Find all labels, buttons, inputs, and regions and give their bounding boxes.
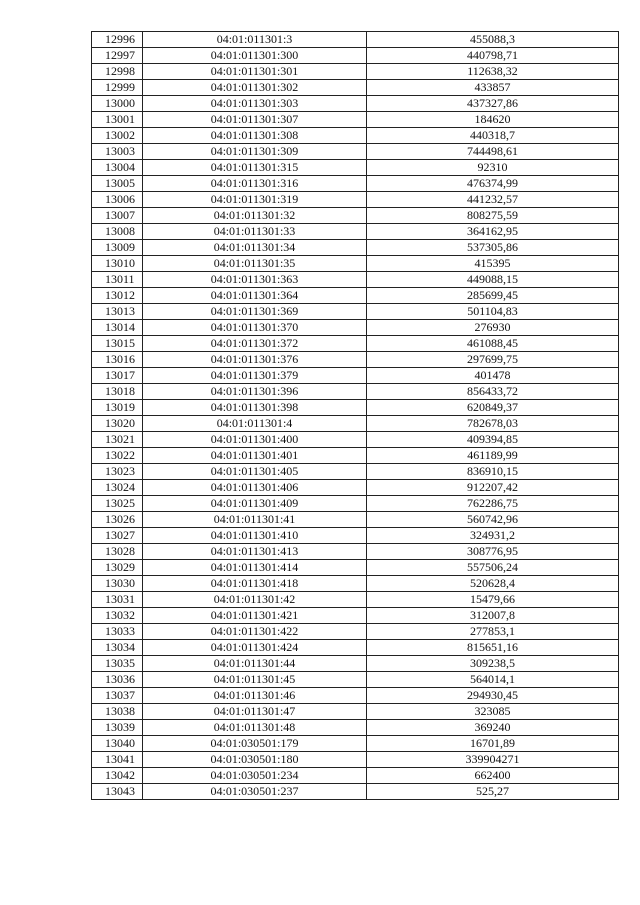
value-cell: 437327,86	[367, 96, 619, 112]
value-cell: 112638,32	[367, 64, 619, 80]
row-number-cell: 13028	[92, 544, 143, 560]
cadastral-number-cell: 04:01:011301:409	[143, 496, 367, 512]
value-cell: 339904271	[367, 752, 619, 768]
cadastral-number-cell: 04:01:011301:372	[143, 336, 367, 352]
table-row	[92, 464, 619, 480]
value-cell: 782678,03	[367, 416, 619, 432]
table-row	[92, 128, 619, 144]
cadastral-number-cell: 04:01:011301:370	[143, 320, 367, 336]
value-cell: 461189,99	[367, 448, 619, 464]
cadastral-number-cell: 04:01:011301:45	[143, 672, 367, 688]
cadastral-number-cell: 04:01:011301:396	[143, 384, 367, 400]
value-cell: 409394,85	[367, 432, 619, 448]
cadastral-number-cell: 04:01:030501:179	[143, 736, 367, 752]
value-cell: 401478	[367, 368, 619, 384]
row-number-cell: 13009	[92, 240, 143, 256]
row-number-cell: 13002	[92, 128, 143, 144]
cadastral-number-cell: 04:01:011301:32	[143, 208, 367, 224]
cadastral-number-cell: 04:01:011301:376	[143, 352, 367, 368]
value-cell: 808275,59	[367, 208, 619, 224]
cadastral-number-cell: 04:01:011301:3	[143, 32, 367, 48]
cadastral-number-cell: 04:01:011301:46	[143, 688, 367, 704]
value-cell: 433857	[367, 80, 619, 96]
table-row	[92, 592, 619, 608]
cadastral-value-table	[91, 31, 619, 800]
row-number-cell: 12997	[92, 48, 143, 64]
value-cell: 815651,16	[367, 640, 619, 656]
row-number-cell: 13006	[92, 192, 143, 208]
table-row	[92, 144, 619, 160]
table-row	[92, 80, 619, 96]
value-cell: 440798,71	[367, 48, 619, 64]
cadastral-number-cell: 04:01:011301:422	[143, 624, 367, 640]
table-row	[92, 368, 619, 384]
value-cell: 662400	[367, 768, 619, 784]
value-cell: 557506,24	[367, 560, 619, 576]
table-row	[92, 528, 619, 544]
cadastral-number-cell: 04:01:011301:302	[143, 80, 367, 96]
table-row	[92, 432, 619, 448]
table-row	[92, 448, 619, 464]
table-row	[92, 48, 619, 64]
cadastral-number-cell: 04:01:011301:369	[143, 304, 367, 320]
cadastral-number-cell: 04:01:030501:237	[143, 784, 367, 800]
table-row	[92, 176, 619, 192]
row-number-cell: 13020	[92, 416, 143, 432]
table-row	[92, 112, 619, 128]
row-number-cell: 13010	[92, 256, 143, 272]
row-number-cell: 13018	[92, 384, 143, 400]
row-number-cell: 13023	[92, 464, 143, 480]
row-number-cell: 13011	[92, 272, 143, 288]
value-cell: 762286,75	[367, 496, 619, 512]
cadastral-number-cell: 04:01:011301:405	[143, 464, 367, 480]
value-cell: 308776,95	[367, 544, 619, 560]
table-row	[92, 608, 619, 624]
table-row	[92, 224, 619, 240]
row-number-cell: 13026	[92, 512, 143, 528]
table-row	[92, 768, 619, 784]
cadastral-number-cell: 04:01:011301:413	[143, 544, 367, 560]
cadastral-number-cell: 04:01:011301:307	[143, 112, 367, 128]
value-cell: 476374,99	[367, 176, 619, 192]
row-number-cell: 12996	[92, 32, 143, 48]
row-number-cell: 13024	[92, 480, 143, 496]
value-cell: 744498,61	[367, 144, 619, 160]
row-number-cell: 13027	[92, 528, 143, 544]
value-cell: 836910,15	[367, 464, 619, 480]
table-row	[92, 496, 619, 512]
value-cell: 856433,72	[367, 384, 619, 400]
value-cell: 520628,4	[367, 576, 619, 592]
table-row	[92, 784, 619, 800]
table-row	[92, 688, 619, 704]
value-cell: 277853,1	[367, 624, 619, 640]
value-cell: 324931,2	[367, 528, 619, 544]
cadastral-number-cell: 04:01:011301:364	[143, 288, 367, 304]
value-cell: 449088,15	[367, 272, 619, 288]
value-cell: 276930	[367, 320, 619, 336]
table-row	[92, 560, 619, 576]
cadastral-number-cell: 04:01:011301:418	[143, 576, 367, 592]
cadastral-number-cell: 04:01:011301:34	[143, 240, 367, 256]
row-number-cell: 13022	[92, 448, 143, 464]
value-cell: 312007,8	[367, 608, 619, 624]
cadastral-number-cell: 04:01:011301:308	[143, 128, 367, 144]
table-row	[92, 416, 619, 432]
table-row	[92, 272, 619, 288]
value-cell: 440318,7	[367, 128, 619, 144]
row-number-cell: 12999	[92, 80, 143, 96]
row-number-cell: 13037	[92, 688, 143, 704]
cadastral-number-cell: 04:01:011301:47	[143, 704, 367, 720]
table-row	[92, 736, 619, 752]
cadastral-number-cell: 04:01:011301:410	[143, 528, 367, 544]
table-row	[92, 320, 619, 336]
value-cell: 364162,95	[367, 224, 619, 240]
table-row	[92, 480, 619, 496]
row-number-cell: 13040	[92, 736, 143, 752]
cadastral-number-cell: 04:01:011301:379	[143, 368, 367, 384]
row-number-cell: 13030	[92, 576, 143, 592]
table-row	[92, 720, 619, 736]
value-cell: 912207,42	[367, 480, 619, 496]
row-number-cell: 13000	[92, 96, 143, 112]
row-number-cell: 13014	[92, 320, 143, 336]
row-number-cell: 13043	[92, 784, 143, 800]
cadastral-number-cell: 04:01:011301:401	[143, 448, 367, 464]
row-number-cell: 13004	[92, 160, 143, 176]
table-row	[92, 32, 619, 48]
value-cell: 525,27	[367, 784, 619, 800]
row-number-cell: 13015	[92, 336, 143, 352]
table-row	[92, 656, 619, 672]
cadastral-number-cell: 04:01:011301:300	[143, 48, 367, 64]
cadastral-number-cell: 04:01:011301:33	[143, 224, 367, 240]
table-row	[92, 240, 619, 256]
table-row	[92, 544, 619, 560]
table-row	[92, 384, 619, 400]
row-number-cell: 13007	[92, 208, 143, 224]
table-row	[92, 336, 619, 352]
value-cell: 564014,1	[367, 672, 619, 688]
row-number-cell: 13042	[92, 768, 143, 784]
table-row	[92, 304, 619, 320]
table-row	[92, 288, 619, 304]
table-body	[92, 32, 619, 800]
table-row	[92, 96, 619, 112]
value-cell: 297699,75	[367, 352, 619, 368]
cadastral-number-cell: 04:01:011301:42	[143, 592, 367, 608]
row-number-cell: 13001	[92, 112, 143, 128]
cadastral-number-cell: 04:01:011301:424	[143, 640, 367, 656]
cadastral-number-cell: 04:01:011301:301	[143, 64, 367, 80]
row-number-cell: 13033	[92, 624, 143, 640]
cadastral-number-cell: 04:01:011301:309	[143, 144, 367, 160]
cadastral-number-cell: 04:01:011301:414	[143, 560, 367, 576]
table-row	[92, 256, 619, 272]
cadastral-number-cell: 04:01:011301:421	[143, 608, 367, 624]
value-cell: 415395	[367, 256, 619, 272]
row-number-cell: 13038	[92, 704, 143, 720]
table-row	[92, 672, 619, 688]
row-number-cell: 13016	[92, 352, 143, 368]
cadastral-number-cell: 04:01:011301:398	[143, 400, 367, 416]
row-number-cell: 13005	[92, 176, 143, 192]
row-number-cell: 13008	[92, 224, 143, 240]
row-number-cell: 13032	[92, 608, 143, 624]
cadastral-number-cell: 04:01:011301:4	[143, 416, 367, 432]
value-cell: 620849,37	[367, 400, 619, 416]
value-cell: 369240	[367, 720, 619, 736]
value-cell: 309238,5	[367, 656, 619, 672]
table-row	[92, 576, 619, 592]
value-cell: 294930,45	[367, 688, 619, 704]
table-row	[92, 352, 619, 368]
row-number-cell: 13003	[92, 144, 143, 160]
value-cell: 92310	[367, 160, 619, 176]
cadastral-number-cell: 04:01:011301:41	[143, 512, 367, 528]
row-number-cell: 13034	[92, 640, 143, 656]
row-number-cell: 13031	[92, 592, 143, 608]
value-cell: 501104,83	[367, 304, 619, 320]
table-row	[92, 192, 619, 208]
table-row	[92, 624, 619, 640]
cadastral-number-cell: 04:01:011301:35	[143, 256, 367, 272]
value-cell: 537305,86	[367, 240, 619, 256]
value-cell: 455088,3	[367, 32, 619, 48]
table-row	[92, 160, 619, 176]
row-number-cell: 13021	[92, 432, 143, 448]
row-number-cell: 13025	[92, 496, 143, 512]
row-number-cell: 13012	[92, 288, 143, 304]
table-row	[92, 64, 619, 80]
cadastral-number-cell: 04:01:011301:363	[143, 272, 367, 288]
table-row	[92, 752, 619, 768]
cadastral-number-cell: 04:01:030501:234	[143, 768, 367, 784]
value-cell: 184620	[367, 112, 619, 128]
cadastral-number-cell: 04:01:011301:319	[143, 192, 367, 208]
table-row	[92, 640, 619, 656]
value-cell: 441232,57	[367, 192, 619, 208]
row-number-cell: 13039	[92, 720, 143, 736]
row-number-cell: 13041	[92, 752, 143, 768]
row-number-cell: 13035	[92, 656, 143, 672]
cadastral-number-cell: 04:01:030501:180	[143, 752, 367, 768]
table-row	[92, 512, 619, 528]
value-cell: 285699,45	[367, 288, 619, 304]
value-cell: 323085	[367, 704, 619, 720]
row-number-cell: 13029	[92, 560, 143, 576]
value-cell: 16701,89	[367, 736, 619, 752]
table-row	[92, 704, 619, 720]
row-number-cell: 12998	[92, 64, 143, 80]
cadastral-number-cell: 04:01:011301:406	[143, 480, 367, 496]
cadastral-number-cell: 04:01:011301:316	[143, 176, 367, 192]
cadastral-number-cell: 04:01:011301:303	[143, 96, 367, 112]
table-row	[92, 400, 619, 416]
table-row	[92, 208, 619, 224]
cadastral-number-cell: 04:01:011301:44	[143, 656, 367, 672]
cadastral-number-cell: 04:01:011301:315	[143, 160, 367, 176]
cadastral-number-cell: 04:01:011301:48	[143, 720, 367, 736]
row-number-cell: 13036	[92, 672, 143, 688]
row-number-cell: 13013	[92, 304, 143, 320]
cadastral-number-cell: 04:01:011301:400	[143, 432, 367, 448]
row-number-cell: 13019	[92, 400, 143, 416]
row-number-cell: 13017	[92, 368, 143, 384]
value-cell: 15479,66	[367, 592, 619, 608]
value-cell: 461088,45	[367, 336, 619, 352]
value-cell: 560742,96	[367, 512, 619, 528]
